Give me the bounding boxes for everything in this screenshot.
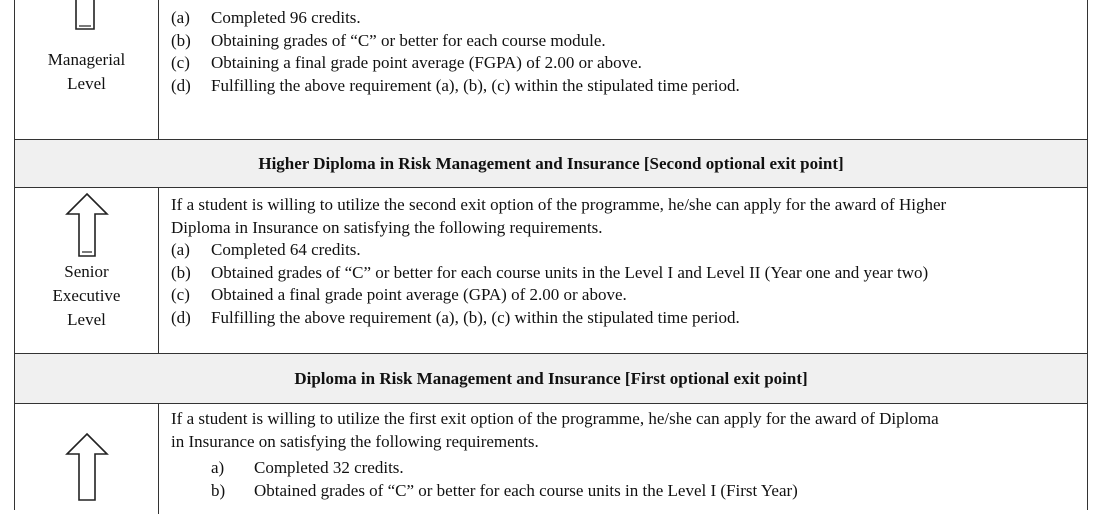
list-marker: (c) (171, 285, 190, 304)
level-line: Executive (52, 286, 121, 305)
level-line: Senior (64, 262, 109, 281)
level-label (15, 260, 158, 332)
up-arrow-icon (65, 432, 109, 502)
list-item (171, 480, 1079, 503)
senior-executive-row (15, 188, 1087, 353)
list-item (171, 284, 1079, 307)
list-item (171, 75, 1079, 98)
managerial-row (15, 0, 1087, 139)
banner-title: Diploma in Risk Management and Insurance [First optional exit point] (294, 368, 808, 388)
level-line: Level (67, 74, 106, 93)
intro-line: Diploma in Insurance on satisfying the following requirements. (171, 217, 603, 237)
list-text: Completed 64 credits. (211, 240, 361, 259)
requirements-cell (171, 408, 1079, 502)
up-arrow-icon (65, 192, 109, 260)
intro-line: If a student is willing to utilize the first exit option of the programme, he/she can apply for the award of Diploma (171, 409, 939, 428)
requirements-cell (171, 194, 1079, 329)
list-marker: (a) (171, 240, 190, 259)
list-text: Obtained grades of “C” or better for each course units in the Level I and Level II (Year one and year two) (211, 262, 929, 282)
banner-title: Higher Diploma in Risk Management and Insurance [Second optional exit point] (258, 153, 844, 173)
list-item (171, 7, 1079, 30)
list-text: Fulfilling the above requirement (a), (b), (c) within the stipulated time period. (211, 307, 740, 327)
level-cell (15, 188, 159, 353)
list-item (171, 239, 1079, 262)
level-label (15, 48, 158, 96)
level-cell (15, 0, 159, 139)
list-marker: (b) (171, 262, 191, 282)
list-marker: b) (211, 480, 226, 500)
list-item (171, 262, 1079, 285)
level-cell (15, 404, 159, 514)
intro-line: If a student is willing to utilize the second exit option of the programme, he/she can apply for the award of Higher (171, 195, 947, 214)
list-item (171, 52, 1079, 75)
diploma-banner (15, 354, 1087, 403)
diploma-row (15, 404, 1087, 514)
list-marker: (d) (171, 75, 191, 95)
level-line: Level (67, 310, 106, 329)
list-item (171, 457, 1079, 480)
list-text: Obtained a final grade point average (GPA) of 2.00 or above. (211, 285, 627, 304)
list-item (171, 307, 1079, 330)
up-arrow-icon (65, 0, 109, 34)
list-text: Obtaining grades of “C” or better for each course module. (211, 30, 606, 50)
list-text: Obtained grades of “C” or better for each course units in the Level I (First Year) (254, 480, 798, 500)
level-line: Managerial (47, 50, 126, 69)
list-item (171, 30, 1079, 53)
list-marker: a) (211, 458, 225, 477)
list-marker: (c) (171, 53, 190, 72)
list-text: Completed 96 credits. (211, 8, 361, 27)
list-marker: (d) (171, 307, 191, 327)
list-text: Fulfilling the above requirement (a), (b), (c) within the stipulated time period. (211, 75, 740, 95)
requirements-cell (171, 7, 1079, 97)
list-marker: (a) (171, 8, 190, 27)
list-marker: (b) (171, 30, 191, 50)
list-text: Completed 32 credits. (254, 458, 404, 477)
exit-points-table (14, 0, 1088, 510)
higher-diploma-banner (15, 140, 1087, 187)
list-text: Obtaining a final grade point average (FGPA) of 2.00 or above. (211, 53, 642, 72)
intro-line: in Insurance on satisfying the following requirements. (171, 431, 539, 451)
